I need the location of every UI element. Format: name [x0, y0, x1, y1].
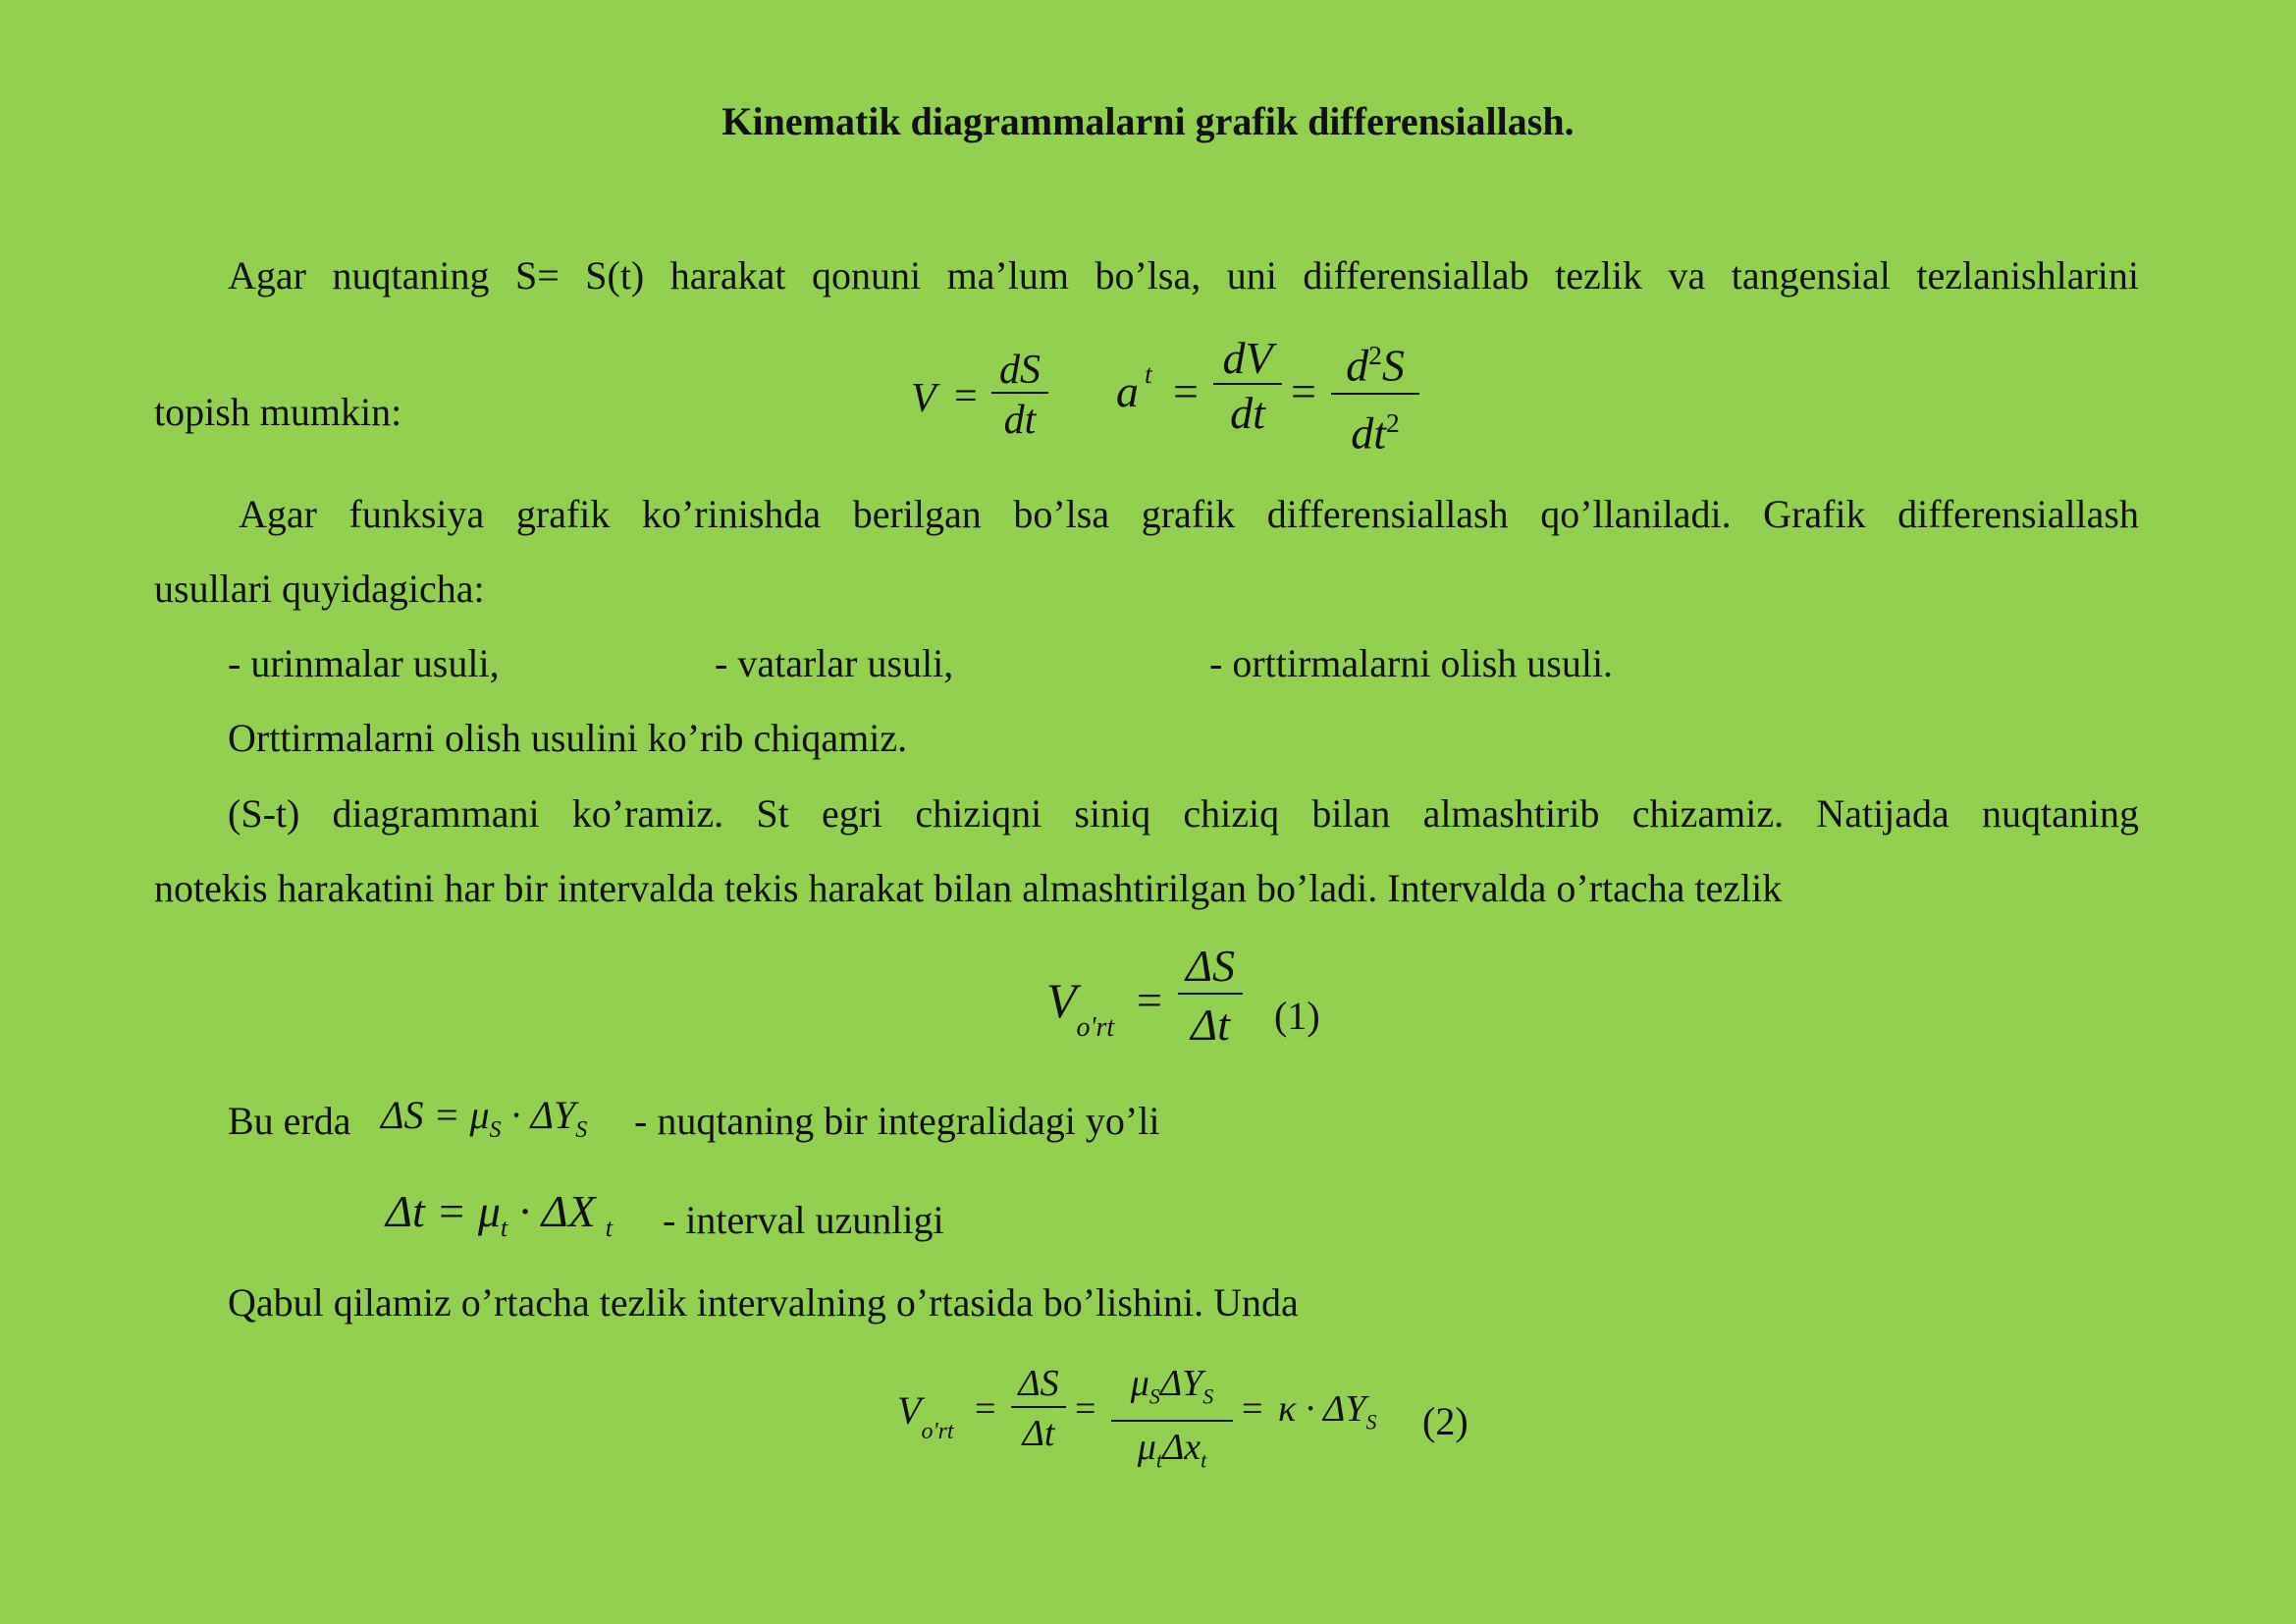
- formula-delta-x: Δx: [1161, 1426, 1201, 1468]
- formula-delta-t: [386, 1186, 613, 1254]
- formula-delta-t-tail-sub: t: [605, 1214, 613, 1243]
- formula-sub: S: [1148, 1383, 1160, 1409]
- formula-sub-ort: o'rt: [1076, 1012, 1115, 1043]
- equals-sign: =: [1075, 1388, 1096, 1430]
- formula-sub-ort: o'rt: [921, 1419, 954, 1444]
- formula-delta-t-tail: · ΔX: [507, 1186, 596, 1236]
- formula-s: S: [1381, 340, 1405, 391]
- formula-2-fraction-2: [1111, 1361, 1233, 1486]
- formula-acceleration-den-2: [1331, 395, 1419, 461]
- paragraph-3: Orttirmalarni olish usulini ko’rib chiqamiz.: [228, 716, 908, 760]
- formula-sub: t: [1155, 1447, 1162, 1473]
- formula-1-lhs: [1046, 972, 1115, 1043]
- formula-delta-s-tail: · ΔY: [501, 1093, 576, 1137]
- formula-velocity-denominator: dt: [1003, 398, 1037, 443]
- paragraph-5-dt-text: - interval uzunligi: [663, 1198, 944, 1242]
- equals-sign: =: [954, 374, 978, 419]
- formula-acceleration-a: a: [1116, 366, 1139, 416]
- page-title: Kinematik diagrammalarni grafik differensiallash.: [721, 99, 1575, 143]
- equals-sign: =: [975, 1388, 996, 1430]
- equals-sign: =: [1173, 366, 1199, 416]
- formula-2-num-2: [1111, 1361, 1233, 1420]
- formula-velocity-fraction: [991, 349, 1048, 447]
- formula-delta-t-main: Δt = μ: [386, 1186, 501, 1236]
- equals-sign: =: [1291, 366, 1316, 416]
- formula-delta-t-sub: t: [500, 1214, 508, 1243]
- formula-sup-2: 2: [1385, 407, 1400, 439]
- formula-acceleration-lhs: [1116, 357, 1152, 417]
- method-item-urinmalar: - urinmalar usuli,: [228, 641, 500, 685]
- formula-acceleration-num-2: [1331, 328, 1419, 393]
- paragraph-4-line-2: notekis harakatini har bir intervalda tekis harakat bilan almashtirilgan bo’ladi. Intervalda o’rtacha tezlik: [154, 866, 1783, 910]
- formula-sub: S: [1202, 1383, 1214, 1409]
- formula-1-fraction: [1178, 940, 1243, 1056]
- formula-2-label: (2): [1422, 1399, 1468, 1443]
- method-item-orttirmalar: - orttirmalarni olish usuli.: [1209, 641, 1614, 685]
- formula-mu: μ: [1137, 1426, 1156, 1468]
- formula-2-rhs: [1278, 1387, 1377, 1435]
- paragraph-4-line-1: (S-t) diagrammani ko’ramiz. St egri chiziqni siniq chiziq bilan almashtirib chizamiz. Natijada nuqtaning: [228, 791, 2139, 836]
- formula-delta-s-tail-sub: S: [575, 1117, 588, 1143]
- equals-sign: =: [1242, 1388, 1263, 1430]
- formula-1-label: (1): [1274, 994, 1320, 1038]
- formula-1-numerator: ΔS: [1186, 941, 1235, 991]
- equals-sign: =: [1137, 975, 1162, 1025]
- formula-delta-s: [381, 1092, 587, 1154]
- formula-d: d: [1346, 340, 1369, 391]
- formula-acceleration-num-1: dV: [1222, 333, 1273, 383]
- formula-delta-s-main: ΔS = μ: [381, 1093, 490, 1137]
- method-item-vatarlar: - vatarlar usuli,: [715, 641, 954, 685]
- formula-acceleration-fraction-2: [1331, 328, 1419, 462]
- formula-v: V: [897, 1388, 922, 1433]
- paragraph-6: Qabul qilamiz o’rtacha tezlik intervalning o’rtasida bo’lishini. Unda: [228, 1280, 1299, 1325]
- formula-delta-s-sub: S: [489, 1117, 502, 1143]
- paragraph-1-line-2: topish mumkin:: [154, 390, 402, 434]
- formula-mu: μ: [1130, 1363, 1149, 1404]
- paragraph-5-ds-text: - nuqtaning bir integralidagi yo’li: [634, 1099, 1160, 1143]
- formula-delta-y: ΔY: [1159, 1363, 1203, 1404]
- formula-sup-2: 2: [1368, 340, 1382, 370]
- paragraph-5-prefix: Bu erda: [228, 1099, 351, 1143]
- formula-acceleration-sup: t: [1145, 357, 1152, 389]
- paragraph-2-line-2: usullari quyidagicha:: [154, 567, 485, 611]
- paragraph-1-line-1: Agar nuqtaning S= S(t) harakat qonuni ma’lum bo’lsa, uni differensiallab tezlik va tangensial tezlanishlarini: [228, 253, 2139, 298]
- paragraph-2-line-1: Agar funksiya grafik ko’rinishda berilgan bo’lsa grafik differensiallash qo’llaniladi. Grafik differensiallash: [239, 492, 2139, 536]
- formula-2-num-1: ΔS: [1018, 1363, 1059, 1404]
- formula-acceleration-den-1: dt: [1230, 388, 1265, 438]
- formula-velocity-numerator: dS: [999, 348, 1041, 393]
- formula-2-den-1: Δt: [1022, 1413, 1055, 1454]
- formula-2-lhs: [897, 1387, 954, 1444]
- formula-sub: S: [1365, 1409, 1377, 1435]
- formula-1-denominator: Δt: [1191, 1000, 1230, 1050]
- formula-velocity-lhs: V: [911, 376, 936, 421]
- formula-v: V: [1046, 973, 1077, 1028]
- formula-dt: dt: [1351, 407, 1386, 459]
- formula-2-fraction-1: [1011, 1361, 1066, 1459]
- formula-2-den-2: [1111, 1422, 1233, 1487]
- formula-sub: t: [1201, 1447, 1207, 1473]
- formula-kappa-delta-y: κ · ΔY: [1278, 1388, 1366, 1430]
- formula-acceleration-fraction-1: [1213, 334, 1282, 442]
